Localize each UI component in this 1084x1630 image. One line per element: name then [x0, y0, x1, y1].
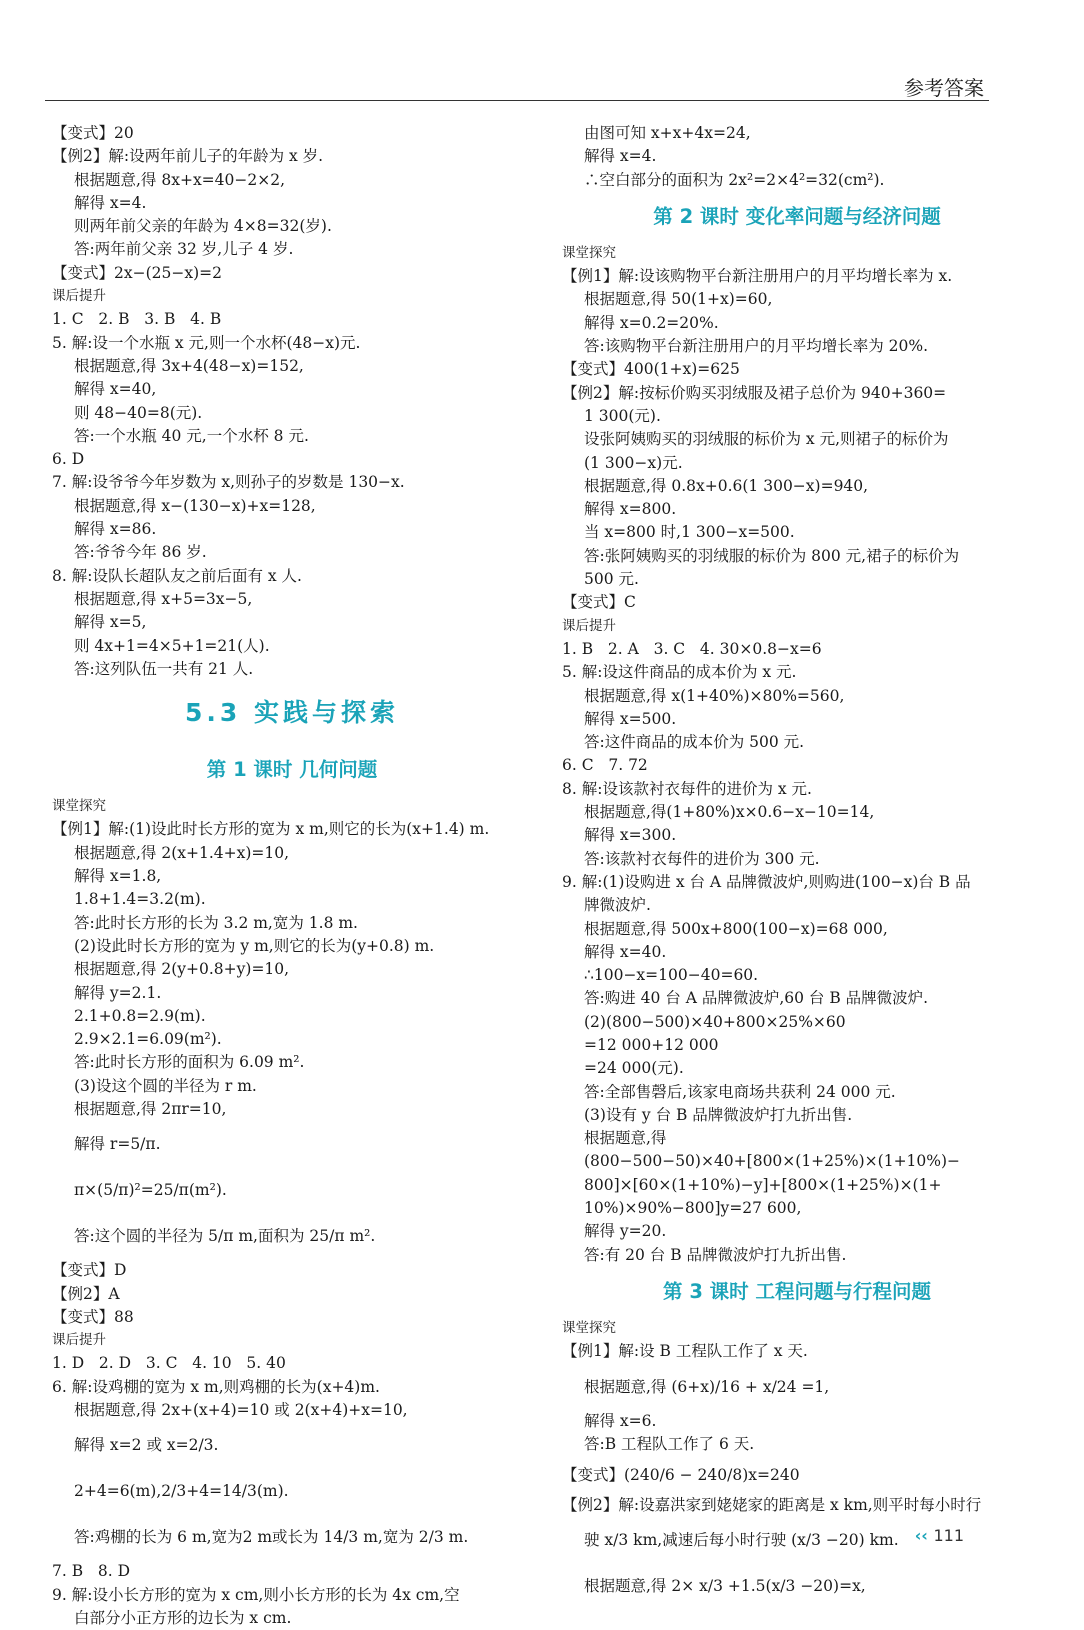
left-column: [52, 122, 532, 1630]
left-line: 1.8+1.4=3.2(m).: [74, 890, 206, 909]
right-line: 答:张阿姨购买的羽绒服的标价为 800 元,裙子的标价为: [584, 546, 960, 565]
page-number-text: 111: [933, 1526, 964, 1545]
right-line: (3)设有 y 台 B 品牌微波炉打九折出售.: [584, 1105, 853, 1124]
right-line: 根据题意,得(1+80%)x×0.6−x−10=14,: [584, 803, 875, 822]
right-line: ∴100−x=100−40=60.: [584, 966, 759, 985]
left-line: 根据题意,得 2πr=10,: [74, 1099, 227, 1118]
left-line: 6. 解:设鸡棚的宽为 x m,则鸡棚的长为(x+4)m.: [52, 1377, 380, 1396]
right-line: 【变式】400(1+x)=625: [562, 360, 740, 379]
right-line: 答:有 20 台 B 品牌微波炉打九折出售.: [584, 1245, 847, 1264]
left-line: 7. B 8. D: [52, 1562, 131, 1581]
right-line: 根据题意,得 x(1+40%)×80%=560,: [584, 686, 845, 705]
right-line: 驶 x/3 km,减速后每小时行驶 (x/3 −20) km.: [584, 1531, 899, 1550]
right-line: =24 000(元).: [584, 1059, 684, 1078]
right-line: 解得 x=0.2=20%.: [584, 313, 719, 332]
right-line: (1 300−x)元.: [584, 453, 683, 472]
right-line: 800]×[60×(1+10%)−y]+[800×(1+25%)×(1+: [584, 1175, 942, 1194]
left-line: 答:这列队伍一共有 21 人.: [74, 659, 254, 678]
right-line: 9. 解:(1)设购进 x 台 A 品牌微波炉,则购进(100−x)台 B 品: [562, 872, 971, 891]
left-line: 解得 x=4.: [74, 193, 147, 212]
right-line: 答:该购物平台新注册用户的月平均增长率为 20%.: [584, 337, 929, 356]
right-line: 【变式】C: [562, 593, 636, 612]
left-line: 2.9×2.1=6.09(m²).: [74, 1030, 222, 1049]
left-line: 根据题意,得 3x+4(48−x)=152,: [74, 356, 304, 375]
left-line: 答:爷爷今年 86 岁.: [74, 543, 207, 562]
left-line: 答:此时长方形的面积为 6.09 m².: [74, 1053, 305, 1072]
right-line: 500 元.: [584, 570, 639, 589]
left-line: 5. 解:设一个水瓶 x 元,则一个水杯(48−x)元.: [52, 333, 361, 352]
right-line: 解得 x=40.: [584, 942, 667, 961]
right-line: =12 000+12 000: [584, 1035, 719, 1054]
right-column: [562, 122, 1032, 1609]
right-line: 解得 x=500.: [584, 709, 677, 728]
left-line: 解得 x=40,: [74, 380, 157, 399]
right-line: 根据题意,得 50(1+x)=60,: [584, 290, 773, 309]
right-line: 【变式】(240/6 − 240/8)x=240: [562, 1466, 800, 1485]
left-section-heading: 5.3 实践与探索: [185, 698, 399, 728]
left-line: (3)设这个圆的半径为 r m.: [74, 1076, 257, 1095]
right-line: (800−500−50)×40+[800×(1+25%)×(1+10%)−: [584, 1152, 961, 1171]
left-line: 2+4=6(m),2/3+4=14/3(m).: [74, 1482, 289, 1501]
right-line: 答:全部售磬后,该家电商场共获利 24 000 元.: [584, 1082, 896, 1101]
left-line: π×(5/π)²=25/π(m²).: [74, 1181, 227, 1200]
left-line: 1. D 2. D 3. C 4. 10 5. 40: [52, 1354, 286, 1373]
right-line: 8. 解:设该款衬衣每件的进价为 x 元.: [562, 779, 812, 798]
left-line: 答:鸡棚的长为 6 m,宽为2 m或长为 14/3 m,宽为 2/3 m.: [74, 1528, 469, 1547]
right-line: 根据题意,得 0.8x+0.6(1 300−x)=940,: [584, 476, 869, 495]
right-line: 答:B 工程队工作了 6 天.: [584, 1434, 755, 1453]
left-line: 解得 x=5,: [74, 613, 147, 632]
left-line: 根据题意,得 8x+x=40−2×2,: [74, 170, 286, 189]
right-line: ∴空白部分的面积为 2x²=2×4²=32(cm²).: [584, 170, 885, 189]
left-line: 答:此时长方形的长为 3.2 m,宽为 1.8 m.: [74, 913, 358, 932]
right-line: 解得 x=6.: [584, 1411, 657, 1430]
right-line: 答:该款衬衣每件的进价为 300 元.: [584, 849, 820, 868]
left-line: 解得 x=2 或 x=2/3.: [74, 1436, 219, 1455]
right-line: 解得 x=4.: [584, 147, 657, 166]
left-section-label: 课堂探究: [52, 798, 106, 815]
left-section-label: 课后提升: [52, 1332, 106, 1349]
right-line: 解得 x=800.: [584, 500, 677, 519]
right-section-label: 课堂探究: [562, 244, 616, 261]
left-line: 答:一个水瓶 40 元,一个水杯 8 元.: [74, 426, 309, 445]
right-section-label: 课堂探究: [562, 1319, 616, 1336]
right-line: 根据题意,得: [584, 1129, 667, 1148]
header-rule: [45, 100, 989, 101]
left-line: 则 4x+1=4×5+1=21(人).: [74, 636, 270, 655]
right-line: 5. 解:设这件商品的成本价为 x 元.: [562, 663, 797, 682]
left-line: 【例2】A: [52, 1284, 120, 1303]
left-line: 【变式】D: [52, 1261, 127, 1280]
page-arrow-icon: ‹‹: [914, 1526, 934, 1545]
right-lesson-heading: 第 2 课时 变化率问题与经济问题: [653, 204, 941, 228]
left-line: 1. C 2. B 3. B 4. B: [52, 310, 222, 329]
left-line: 根据题意,得 x−(130−x)+x=128,: [74, 496, 316, 515]
right-line: 根据题意,得 (6+x)/16 + x/24 =1,: [584, 1377, 830, 1396]
left-line: 白部分小正方形的边长为 x cm.: [74, 1608, 292, 1627]
left-line: 8. 解:设队长超队友之前后面有 x 人.: [52, 566, 302, 585]
right-line: 解得 x=300.: [584, 826, 677, 845]
right-line: 由图可知 x+x+4x=24,: [584, 124, 751, 142]
left-line: 【例2】解:设两年前儿子的年龄为 x 岁.: [52, 147, 324, 166]
left-line: 【变式】88: [52, 1307, 134, 1326]
left-line: 答:两年前父亲 32 岁,儿子 4 岁.: [74, 240, 294, 259]
right-line: 10%)×90%−800]y=27 600,: [584, 1199, 802, 1218]
left-line: 解得 x=1.8,: [74, 867, 162, 886]
left-line: (2)设此时长方形的宽为 y m,则它的长为(y+0.8) m.: [74, 936, 435, 955]
left-line: 7. 解:设爷爷今年岁数为 x,则孙子的岁数是 130−x.: [52, 473, 405, 492]
right-line: 1 300(元).: [584, 406, 661, 425]
left-line: 【变式】2x−(25−x)=2: [52, 263, 222, 282]
right-line: 根据题意,得 2× x/3 +1.5(x/3 −20)=x,: [584, 1577, 866, 1596]
left-line: 答:这个圆的半径为 5/π m,面积为 25/π m².: [74, 1227, 376, 1246]
page-header-title: 参考答案: [904, 76, 984, 100]
right-lesson-heading: 第 3 课时 工程问题与行程问题: [663, 1279, 931, 1303]
left-line: 根据题意,得 x+5=3x−5,: [74, 589, 253, 608]
right-line: (2)(800−500)×40+800×25%×60: [584, 1012, 846, 1031]
left-line: 解得 x=86.: [74, 520, 157, 539]
left-lesson-heading: 第 1 课时 几何问题: [206, 758, 378, 782]
left-line: 则 48−40=8(元).: [74, 403, 203, 422]
right-line: 1. B 2. A 3. C 4. 30×0.8−x=6: [562, 639, 822, 658]
right-line: 牌微波炉.: [584, 896, 651, 915]
right-line: 【例1】解:设 B 工程队工作了 x 天.: [562, 1342, 808, 1361]
left-line: 则两年前父亲的年龄为 4×8=32(岁).: [74, 217, 332, 236]
left-line: 解得 r=5/π.: [74, 1135, 161, 1154]
right-line: 【例2】解:设嘉洪家到姥姥家的距离是 x km,则平时每小时行: [562, 1496, 982, 1515]
right-line: 6. C 7. 72: [562, 756, 648, 775]
left-line: 根据题意,得 2(x+1.4+x)=10,: [74, 843, 290, 862]
page-number: [915, 1526, 964, 1545]
right-line: 【例1】解:设该购物平台新注册用户的月平均增长率为 x.: [562, 267, 953, 286]
right-line: 【例2】解:按标价购买羽绒服及裙子总价为 940+360=: [562, 383, 947, 402]
right-line: 解得 y=20.: [584, 1222, 667, 1241]
left-line: 2.1+0.8=2.9(m).: [74, 1006, 206, 1025]
left-line: 【例1】解:(1)设此时长方形的宽为 x m,则它的长为(x+1.4) m.: [52, 820, 490, 839]
left-line: 根据题意,得 2x+(x+4)=10 或 2(x+4)+x=10,: [74, 1401, 408, 1420]
right-section-label: 课后提升: [562, 617, 616, 634]
right-line: 答:这件商品的成本价为 500 元.: [584, 733, 805, 752]
right-line: 当 x=800 时,1 300−x=500.: [584, 523, 795, 542]
left-line: 解得 y=2.1.: [74, 983, 162, 1002]
left-line: 【变式】20: [52, 124, 134, 142]
left-line: 根据题意,得 2(y+0.8+y)=10,: [74, 960, 290, 979]
left-section-label: 课后提升: [52, 288, 106, 305]
right-line: 答:购进 40 台 A 品牌微波炉,60 台 B 品牌微波炉.: [584, 989, 929, 1008]
right-line: 设张阿姨购买的羽绒服的标价为 x 元,则裙子的标价为: [584, 430, 949, 449]
right-line: 根据题意,得 500x+800(100−x)=68 000,: [584, 919, 888, 938]
left-line: 6. D: [52, 450, 85, 469]
left-line: 9. 解:设小长方形的宽为 x cm,则小长方形的长为 4x cm,空: [52, 1585, 460, 1604]
